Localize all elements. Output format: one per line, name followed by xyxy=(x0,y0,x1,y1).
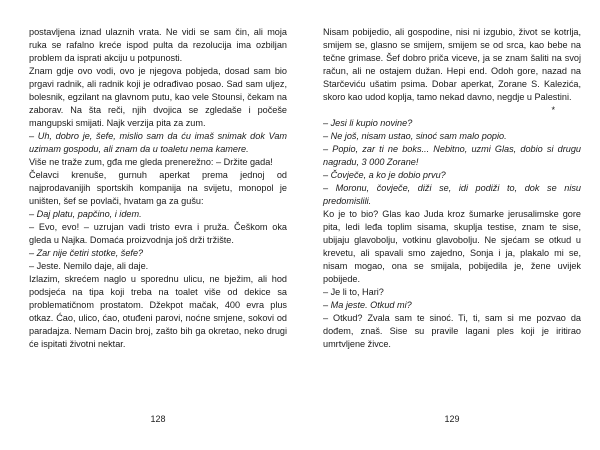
paragraph: – Evo, evo! – uzrujan vadi tristo evra i pruža. Češkom oka gleda u Najka. Domaća proizvodnja još drži tržište. xyxy=(29,222,287,246)
dialogue-line: – Jesi li kupio novine? xyxy=(323,118,413,129)
paragraph: Izlazim, skrećem naglo u sporednu ulicu, ne bježim, ali hod podsjeća na tipa koji treba na toalet više od dekice sa problematičnom prostatom. Džekpot mačak, 400 evra plus otkaz. Ćao, ulico, ćao, otuđeni parovi, noćne smjene, sokovi od paradajza. Nemam Dacin broj, zašto bih ga okretao, neko drugi će ispitati životni nektar. xyxy=(29,274,287,350)
paragraph: Čelavci krenuše, gurnuh aperkat prema jednoj od najprodavanijih sportskih kompanija na svijetu, monopol je uništen, šef se povlači, hvatam ga za gušu: xyxy=(29,170,287,207)
dialogue-line: – Čovječe, a ko je dobio prvu? xyxy=(323,170,446,181)
dialogue-line: – Je li to, Hari? xyxy=(323,287,384,298)
paragraph: Ko je to bio? Glas kao Juda kroz šumarke jerusalimske gore pita, ledi leđa toplim sisama, skuplja testise, znam te sise, ubijaju glavobolju, votkinu glavobolju. Ne sjećam se otkud u krevetu, ali spavali smo zajedno, Sonja i ja, plakalo mi se, nisam mogao, ona se smijala, pobijedila je, žene uvijek pobijede. xyxy=(323,209,581,285)
paragraph: Znam gdje ovo vodi, ovo je njegova pobjeda, dosad sam bio prgavi radnik, ali radnik koji je odrađivao posao. Sad sam uljez, bolesnik, egzilant na glavnom putu, kao vele Stounsi, čekam na zaborav. Na šta reči, njih dvojica se zgledaše i počeše mangupski smijati. Najk verzija pita za zum. xyxy=(29,66,287,129)
page-number-left: 128 xyxy=(150,414,166,424)
dialogue-line: – Popio, zar ti ne boks... Nebitno, uzmi Glas, dobio si drugu nagradu, 3 000 Zorane! xyxy=(323,144,581,168)
dialogue-line: – Moronu, čovječe, diži se, idi podiži to, dok se nisu predomislili. xyxy=(323,183,581,207)
section-break-asterisk: * xyxy=(551,105,555,116)
paragraph: postavljena iznad ulaznih vrata. Ne vidi se sam čin, ali moja ruka se rafalno kreće ispod pulta da rezolucija ima ozbiljan problem da isprati akciju u potpunosti. xyxy=(29,27,287,64)
dialogue-line: – Ne još, nisam ustao, sinoć sam malo popio. xyxy=(323,131,507,142)
paragraph: Više ne traže zum, gđa me gleda prenerežno: – Držite gada! xyxy=(29,157,273,168)
dialogue-line: – Ma jeste. Otkud mi? xyxy=(323,300,412,311)
left-page xyxy=(29,26,287,351)
right-page xyxy=(323,26,581,351)
dialogue-line: – Jeste. Nemilo daje, ali daje. xyxy=(29,261,149,272)
dialogue-line: – Uh, dobro je, šefe, mislio sam da ću imaš snimak dok Vam uzimam gospodu, ali znam da u toaletu nema kamere. xyxy=(29,131,287,155)
paragraph: Nisam pobijedio, ali gospodine, nisi ni izgubio, život se kotrlja, smijem se, glasno se smijem, smijem se od srca, kao bebe na tečne grimase. Šef dobro priča viceve, ja se znam šaliti na svoj račun, ali ne ostajem dužan. Hepi end. Odoh gore, nazad na Starčeviću ušatim psima. Dobar aperkat, Zorane S. Kalezića, skoro kao udod koplja, tamo nekad davno, negdje u Palestini. xyxy=(323,27,581,103)
dialogue-line: – Zar nije četiri stotke, šefe? xyxy=(29,248,144,259)
paragraph: – Otkud? Zvala sam te sinoć. Ti, ti, sam si me pozvao da dođem, znaš. Sise su pravile lagani ples koji je iritirao umrtvljene živce. xyxy=(323,313,581,350)
page-number-right: 129 xyxy=(444,414,460,424)
dialogue-line: – Daj platu, papčino, i idem. xyxy=(29,209,142,220)
